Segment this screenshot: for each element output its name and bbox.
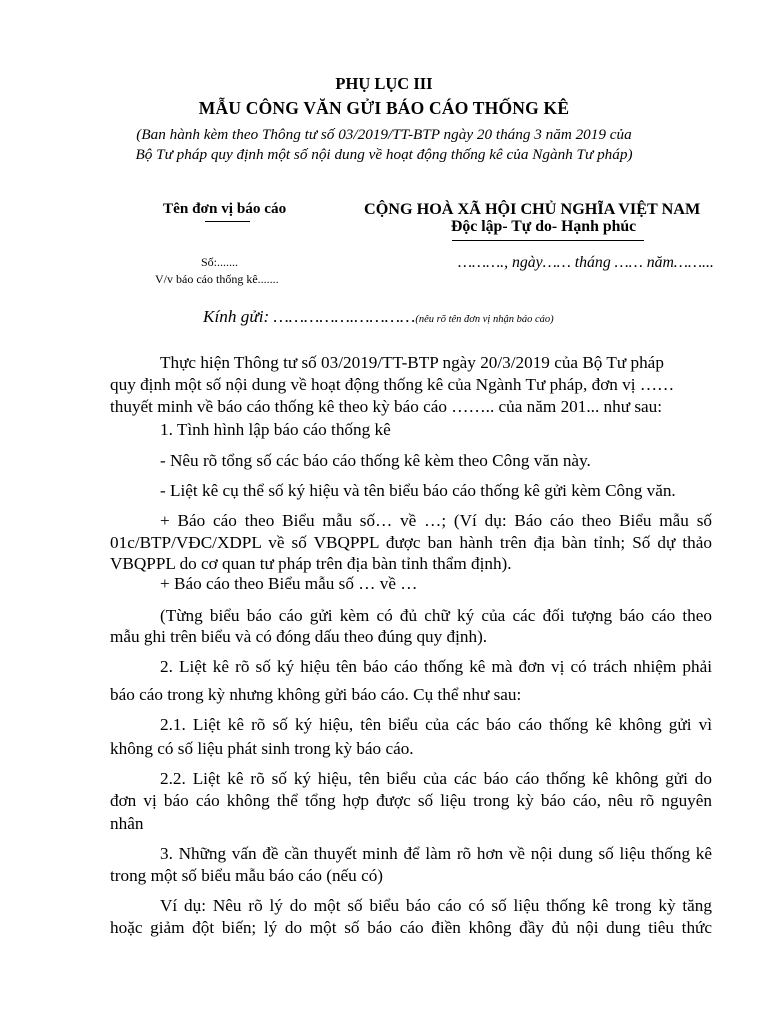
section-2-2-line-2: đơn vị báo cáo không thể tổng hợp được số liệu trong kỳ báo cáo, nêu rõ nguyên bbox=[110, 791, 712, 810]
section-1-heading: 1. Tình hình lập báo cáo thống kê bbox=[160, 420, 391, 439]
report-item-2: + Báo cáo theo Biểu mẫu số … về … bbox=[160, 574, 418, 593]
salutation bbox=[203, 307, 554, 327]
section-1-item-b: - Liệt kê cụ thể số ký hiệu và tên biểu báo cáo thống kê gửi kèm Công văn. bbox=[160, 481, 676, 500]
appendix-heading: PHỤ LỤC III bbox=[335, 74, 433, 93]
document-number: Số:....... bbox=[201, 255, 239, 269]
intro-line-3: thuyết minh về báo cáo thống kê theo kỳ báo cáo …….. của năm 201... như sau: bbox=[110, 397, 663, 416]
section-2-line-1: 2. Liệt kê rõ số ký hiệu tên báo cáo thống kê mà đơn vị có trách nhiệm phải bbox=[160, 657, 712, 676]
report-item-1-line-2: 01c/BTP/VĐC/XDPL về số VBQPPL được ban hành trên địa bàn tỉnh; Số dự thảo bbox=[110, 533, 712, 552]
section-3-line-2: trong một số biểu mẫu báo cáo (nếu có) bbox=[110, 866, 384, 885]
section-1-item-a: - Nêu rõ tổng số các báo cáo thống kê kèm theo Công văn này. bbox=[160, 451, 591, 470]
intro-line-1: Thực hiện Thông tư số 03/2019/TT-BTP ngày 20/3/2019 của Bộ Tư pháp bbox=[160, 353, 664, 372]
example-line-2: hoặc giảm đột biến; lý do một số báo cáo điền không đầy đủ nội dung tiêu thức bbox=[110, 918, 712, 937]
signature-note-line-1: (Từng biểu báo cáo gửi kèm có đủ chữ ký của các đối tượng báo cáo theo bbox=[160, 606, 712, 625]
section-2-2-line-3: nhân bbox=[110, 814, 144, 833]
national-motto: Độc lập- Tự do- Hạnh phúc bbox=[451, 218, 637, 235]
salutation-note: (nêu rõ tên đơn vị nhận báo cáo) bbox=[415, 314, 554, 325]
section-2-2-line-1: 2.2. Liệt kê rõ số ký hiệu, tên biểu của các báo cáo thống kê không gửi do bbox=[160, 769, 712, 788]
section-3-line-1: 3. Những vấn đề cần thuyết minh để làm rõ hơn về nội dung số liệu thống kê bbox=[160, 844, 712, 863]
regarding-line: V/v báo cáo thống kê....... bbox=[155, 272, 279, 286]
date-line: ………., ngày…… tháng …… năm……... bbox=[458, 254, 714, 271]
unit-name: Tên đơn vị báo cáo bbox=[163, 200, 287, 217]
example-line-1: Ví dụ: Nêu rõ lý do một số biểu báo cáo có số liệu thống kê trong kỳ tăng bbox=[160, 896, 712, 915]
section-2-line-2: báo cáo trong kỳ nhưng không gửi báo cáo. Cụ thể như sau: bbox=[110, 685, 522, 704]
section-2-1-line-2: không có số liệu phát sinh trong kỳ báo cáo. bbox=[110, 739, 414, 758]
document-title: MẪU CÔNG VĂN GỬI BÁO CÁO THỐNG KÊ bbox=[198, 98, 570, 118]
motto-underline bbox=[452, 240, 644, 241]
section-2-1-line-1: 2.1. Liệt kê rõ số ký hiệu, tên biểu của các báo cáo thống kê không gửi vì bbox=[160, 715, 712, 734]
report-item-1-line-3: VBQPPL do cơ quan tư pháp trên địa bàn tỉnh thẩm định). bbox=[110, 554, 512, 573]
subtitle-line-2: Bộ Tư pháp quy định một số nội dung về hoạt động thống kê của Ngành Tư pháp) bbox=[135, 146, 633, 163]
salutation-label: Kính gửi: …………….………… bbox=[203, 307, 416, 326]
report-item-1-line-1: + Báo cáo theo Biểu mẫu số… về …; (Ví dụ: Báo cáo theo Biểu mẫu số bbox=[160, 511, 712, 530]
signature-note-line-2: mẫu ghi trên biểu và có đóng dấu theo đúng quy định). bbox=[110, 627, 488, 646]
unit-underline bbox=[205, 221, 250, 222]
subtitle-line-1: (Ban hành kèm theo Thông tư số 03/2019/TT-BTP ngày 20 tháng 3 năm 2019 của bbox=[136, 126, 632, 143]
country-name: CỘNG HOÀ XÃ HỘI CHỦ NGHĨA VIỆT NAM bbox=[364, 200, 701, 218]
intro-line-2: quy định một số nội dung về hoạt động thống kê của Ngành Tư pháp, đơn vị …… bbox=[110, 375, 675, 394]
